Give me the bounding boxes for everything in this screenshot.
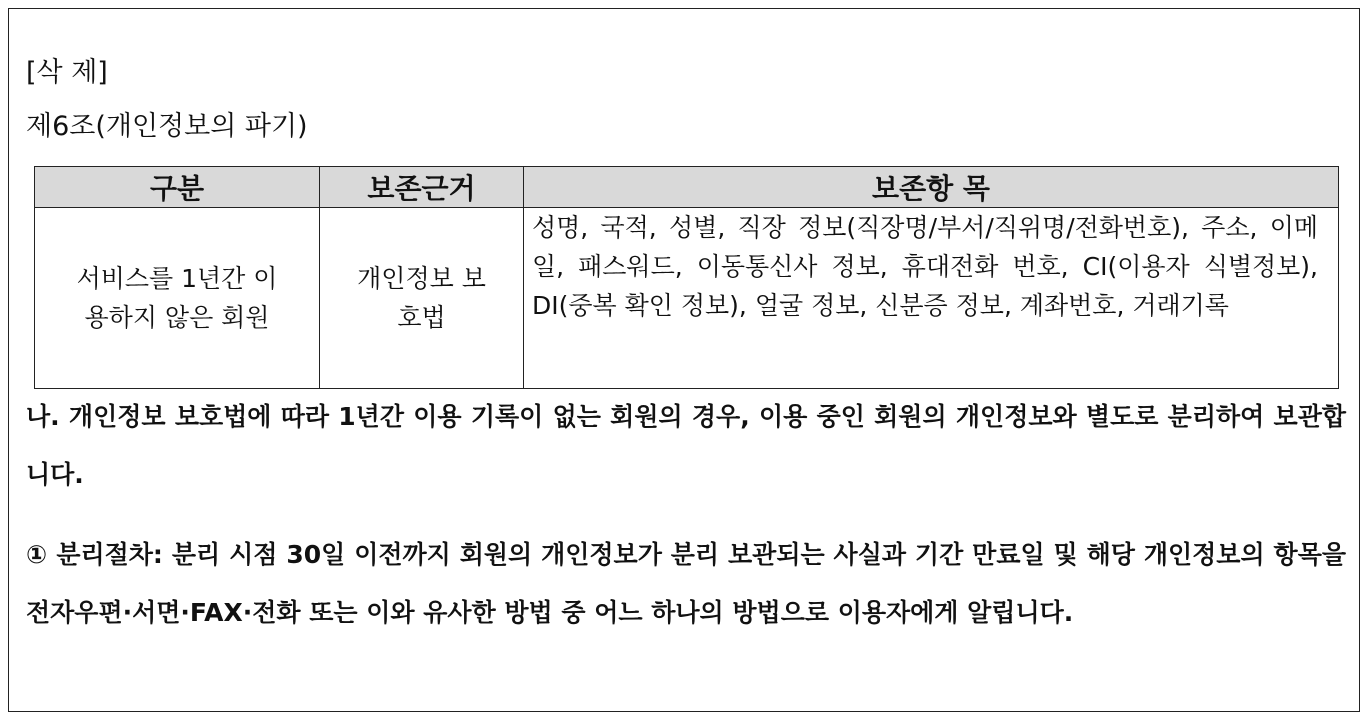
paragraph-1: ① 분리절차: 분리 시점 30일 이전까지 회원의 개인정보가 분리 보관되는 사실과 기간 만료일 및 해당 개인정보의 항목을 전자우편·서면·FAX·전화 또는 이와 유사한 방법 중 어느 하나의 방법으로 이용자에게 알립니다. <box>26 540 1346 627</box>
header-basis: 보존근거 <box>320 167 524 208</box>
cell-basis: 개인정보 보호법 <box>320 208 524 389</box>
header-category: 구분 <box>35 167 320 208</box>
retention-table <box>34 166 1339 389</box>
article-title: 제6조(개인정보의 파기) <box>26 111 308 142</box>
cell-category: 서비스를 1년간 이용하지 않은 회원 <box>35 208 320 389</box>
deleted-section-label: [삭 제] <box>26 57 108 88</box>
paragraph-b: 나. 개인정보 보호법에 따라 1년간 이용 기록이 없는 회원의 경우, 이용 중인 회원의 개인정보와 별도로 분리하여 보관합니다. <box>26 402 1346 489</box>
cell-items: 성명, 국적, 성별, 직장 정보(직장명/부서/직위명/전화번호), 주소, 이메일, 패스워드, 이동통신사 정보, 휴대전화 번호, CI(이용자 식별정보), DI(중복 확인 정보), 얼굴 정보, 신분증 정보, 계좌번호, 거래기록 <box>524 208 1339 389</box>
header-items: 보존항 목 <box>524 167 1339 208</box>
table-header-row <box>35 167 1339 208</box>
table-row <box>35 208 1339 389</box>
